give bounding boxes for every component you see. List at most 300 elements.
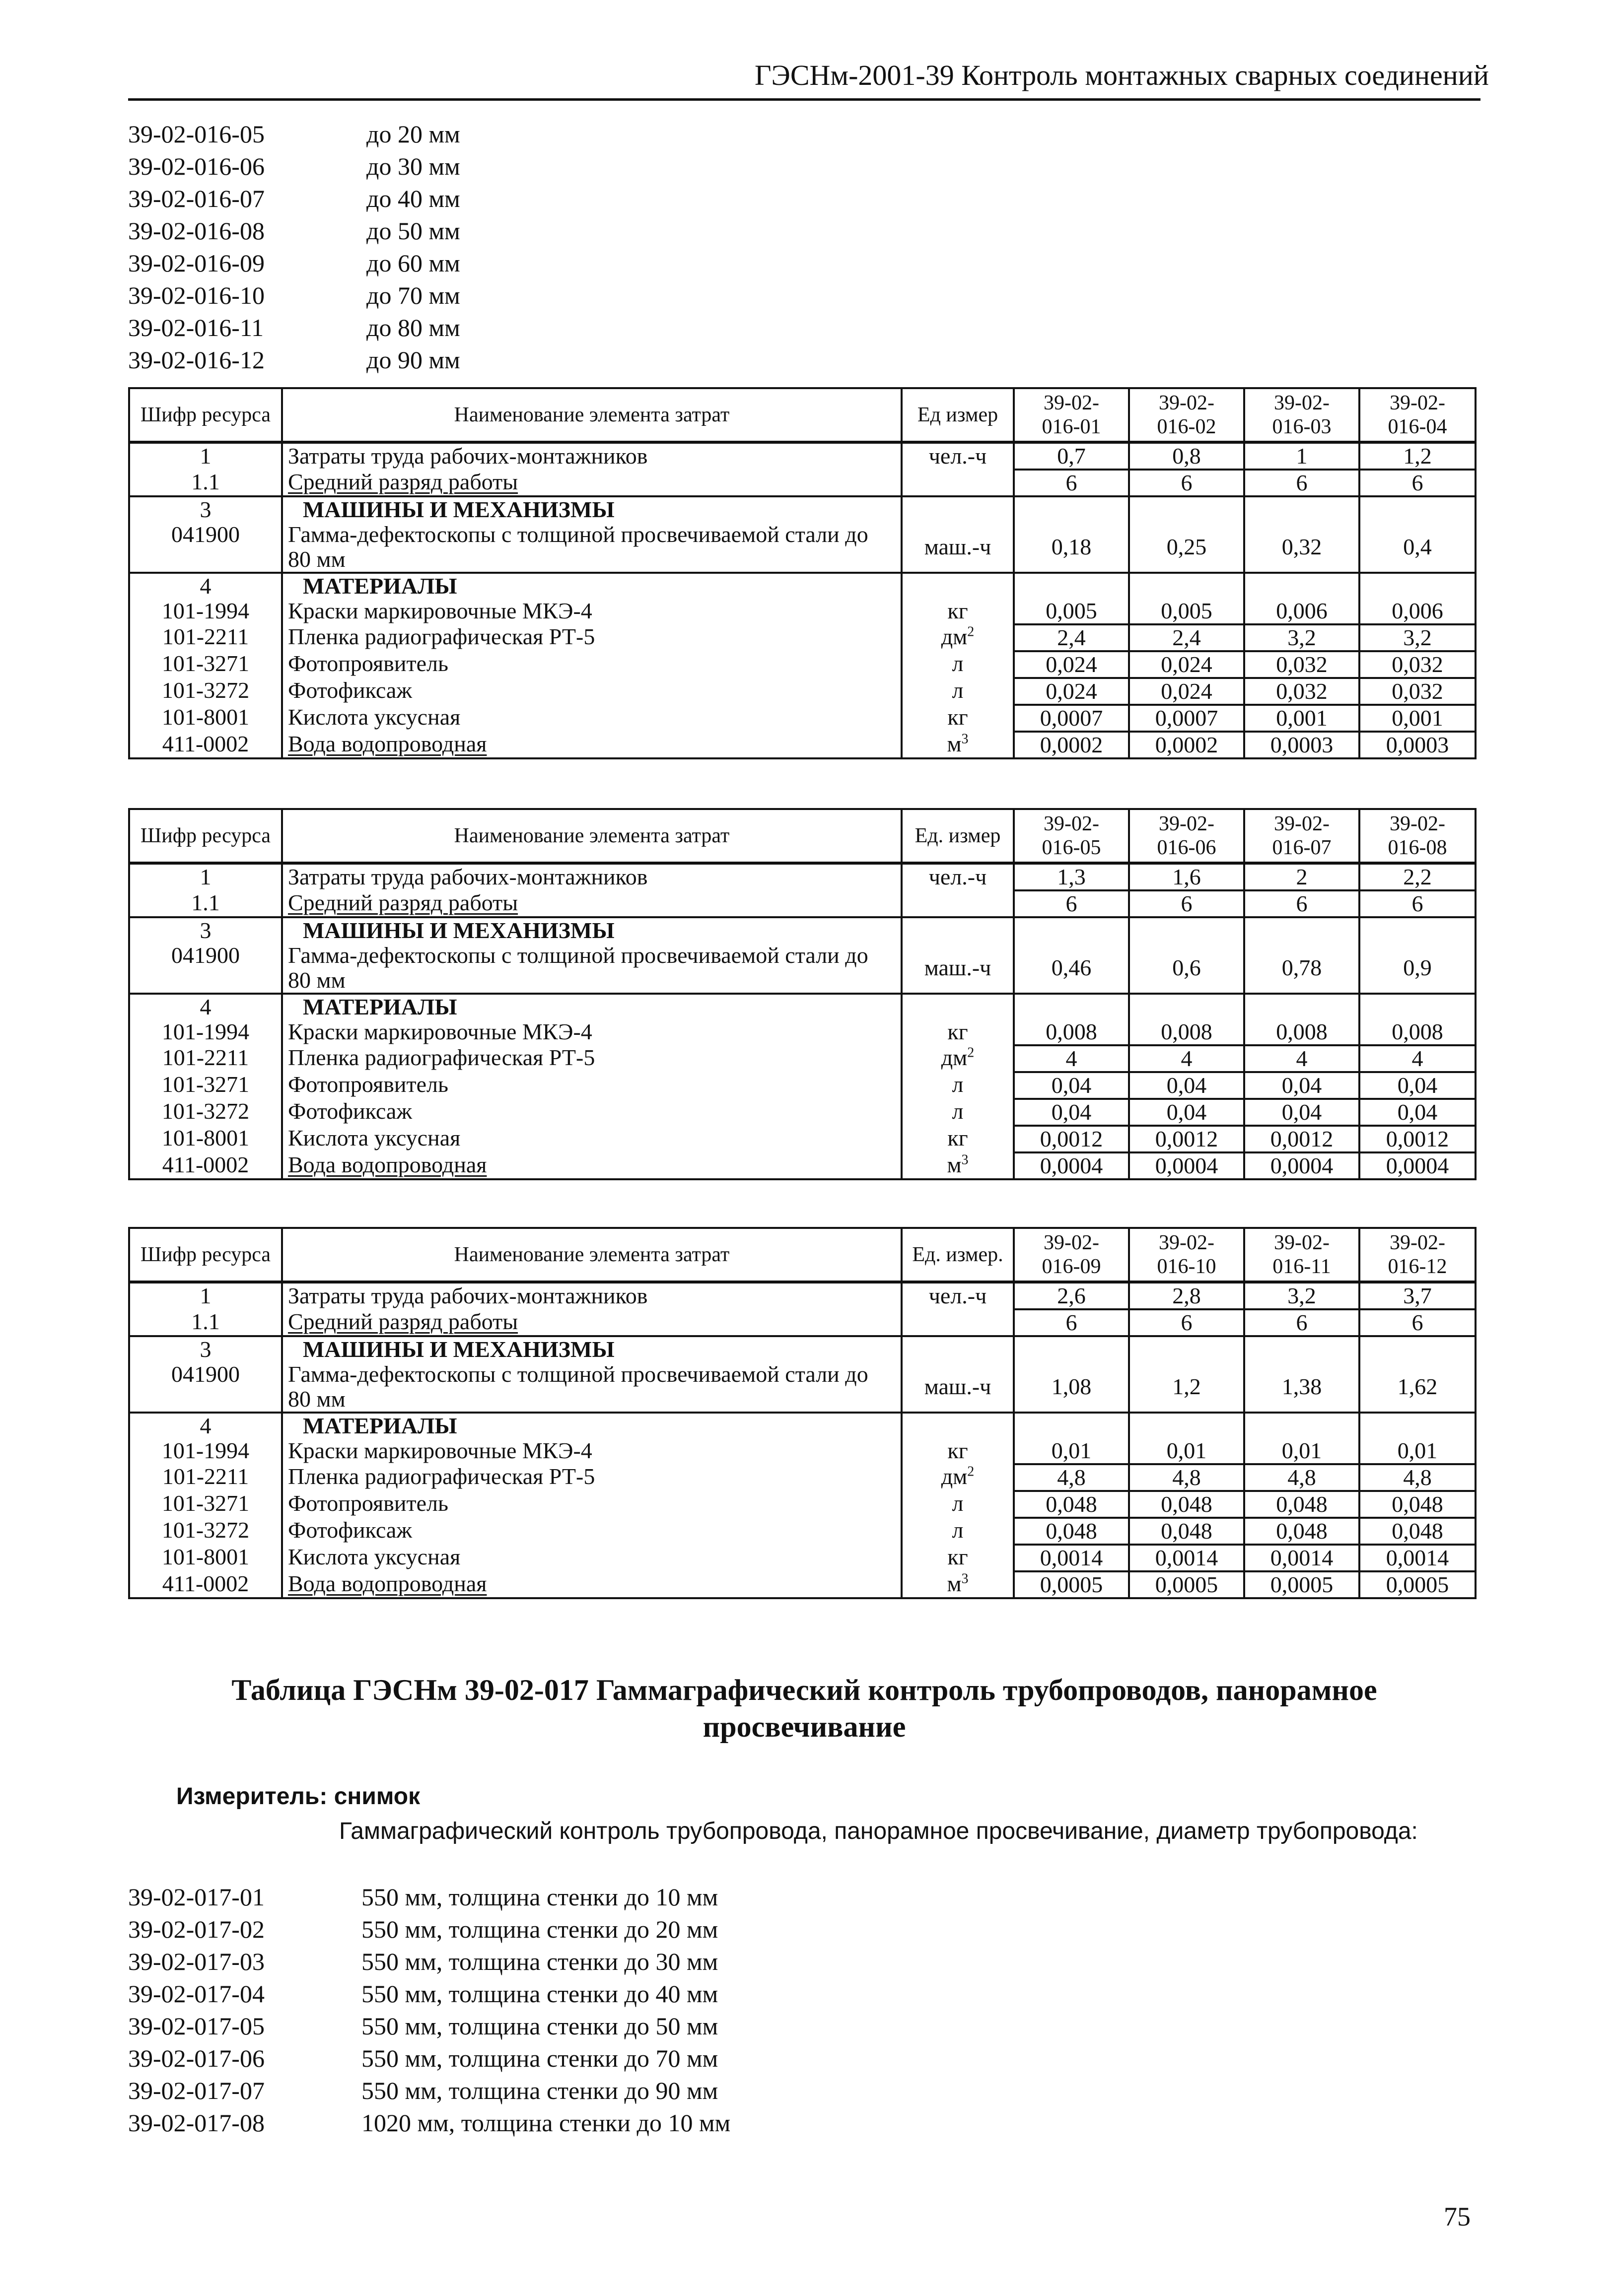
row-value: 6 [1014, 890, 1129, 917]
row-code: 101-8001 [129, 1545, 282, 1571]
row-code: 1 [129, 1282, 282, 1309]
row-name: Пленка радиографическая РТ-5 [282, 1045, 902, 1072]
item-description: 550 мм, толщина стенки до 50 мм [361, 2012, 718, 2040]
item-code: 39-02-017-03 [128, 1948, 265, 1975]
row-value: 6 [1359, 1309, 1476, 1336]
row-unit [902, 522, 1014, 573]
table-row [129, 1464, 1476, 1491]
row-value [1359, 917, 1476, 943]
unit-text: чел.-ч [928, 1283, 987, 1308]
row-value [1244, 496, 1359, 522]
item-description: 550 мм, толщина стенки до 10 мм [361, 1883, 718, 1911]
header-norm-code: 39-02- 016-09 [1014, 1228, 1129, 1282]
row-code: 411-0002 [129, 732, 282, 758]
row-value [1244, 994, 1359, 1019]
row-code: 4 [129, 1413, 282, 1438]
row-value [1244, 917, 1359, 943]
row-unit [902, 705, 1014, 732]
row-value: 0,001 [1244, 705, 1359, 732]
row-value: 1,6 [1129, 863, 1244, 890]
row-name: Краски маркировочные МКЭ-4 [282, 599, 902, 624]
row-value: 6 [1129, 890, 1244, 917]
row-code: 041900 [129, 943, 282, 994]
unit-text: л [952, 1098, 964, 1124]
row-value: 0,006 [1359, 599, 1476, 624]
row-value [1359, 573, 1476, 599]
row-value: 0,008 [1244, 1019, 1359, 1045]
row-value: 0,0014 [1129, 1545, 1244, 1571]
row-value: 2,4 [1014, 624, 1129, 651]
row-value [1014, 496, 1129, 522]
row-value: 0,0004 [1129, 1152, 1244, 1179]
row-value: 3,7 [1359, 1282, 1476, 1309]
unit-text: л [952, 651, 964, 676]
row-value [1014, 573, 1129, 599]
row-unit [902, 1491, 1014, 1518]
row-value: 0,04 [1014, 1099, 1129, 1126]
row-name: МАШИНЫ И МЕХАНИЗМЫ [282, 917, 902, 943]
table-row [129, 1099, 1476, 1126]
row-name: Средний разряд работы [282, 890, 902, 917]
row-value: 0,9 [1359, 943, 1476, 994]
unit-text: л [952, 1072, 964, 1097]
table-row [129, 705, 1476, 732]
row-unit [902, 1362, 1014, 1413]
unit-power: 2 [967, 1045, 975, 1061]
row-name: Затраты труда рабочих-монтажников [282, 1282, 902, 1309]
table-row [129, 496, 1476, 522]
row-value: 0,0005 [1359, 1571, 1476, 1598]
item-description: 550 мм, толщина стенки до 30 мм [361, 1948, 718, 1975]
item-description: до 90 мм [366, 346, 460, 374]
row-value: 1 [1244, 442, 1359, 470]
row-unit [902, 1571, 1014, 1598]
resource-table-1 [128, 387, 1477, 759]
item-code: 39-02-017-02 [128, 1915, 265, 1943]
row-value: 0,006 [1244, 599, 1359, 624]
table-row [129, 599, 1476, 624]
row-unit [902, 732, 1014, 758]
table-row [129, 1309, 1476, 1336]
row-unit [902, 496, 1014, 522]
unit-text: кг [947, 598, 968, 623]
row-value: 0,0002 [1129, 732, 1244, 758]
row-value: 6 [1129, 1309, 1244, 1336]
row-value [1359, 496, 1476, 522]
row-unit [902, 943, 1014, 994]
row-value: 0,048 [1014, 1491, 1129, 1518]
unit-text: маш.-ч [924, 1374, 991, 1399]
row-value: 1,3 [1014, 863, 1129, 890]
row-name: МАШИНЫ И МЕХАНИЗМЫ [282, 1336, 902, 1362]
resource-table-2 [128, 808, 1477, 1180]
row-value: 0,32 [1244, 522, 1359, 573]
row-value: 0,0005 [1244, 1571, 1359, 1598]
row-name: Кислота уксусная [282, 705, 902, 732]
row-code: 1 [129, 863, 282, 890]
row-name: Кислота уксусная [282, 1545, 902, 1571]
header-name: Наименование элемента затрат [282, 809, 902, 863]
row-value [1129, 1413, 1244, 1438]
row-code: 101-3272 [129, 678, 282, 705]
row-value [1129, 994, 1244, 1019]
table-row [129, 651, 1476, 678]
row-unit [902, 678, 1014, 705]
table-row [129, 1152, 1476, 1179]
row-value: 6 [1244, 890, 1359, 917]
row-unit [902, 994, 1014, 1019]
row-code: 101-8001 [129, 705, 282, 732]
table-row [129, 890, 1476, 917]
row-unit [902, 651, 1014, 678]
row-value: 0,032 [1244, 678, 1359, 705]
row-value: 0,0003 [1359, 732, 1476, 758]
row-unit [902, 1309, 1014, 1336]
row-unit [902, 1152, 1014, 1179]
row-code: 101-3272 [129, 1518, 282, 1545]
row-value: 0,008 [1014, 1019, 1129, 1045]
row-code: 101-1994 [129, 1019, 282, 1045]
row-value [1359, 994, 1476, 1019]
item-code: 39-02-017-08 [128, 2109, 265, 2137]
unit-text: кг [947, 1125, 968, 1150]
row-value: 0,048 [1244, 1518, 1359, 1545]
row-value: 0,048 [1244, 1491, 1359, 1518]
row-value: 0,032 [1359, 678, 1476, 705]
row-code: 1 [129, 442, 282, 470]
row-value: 0,04 [1359, 1072, 1476, 1099]
row-value: 0,008 [1129, 1019, 1244, 1045]
row-name: Фотофиксаж [282, 1099, 902, 1126]
row-value: 4 [1359, 1045, 1476, 1072]
row-value: 0,0007 [1129, 705, 1244, 732]
row-name: Затраты труда рабочих-монтажников [282, 442, 902, 470]
header-norm-code: 39-02- 016-05 [1014, 809, 1129, 863]
row-value: 3,2 [1359, 624, 1476, 651]
unit-power: 3 [961, 1152, 969, 1168]
table-row [129, 470, 1476, 496]
row-name: Затраты труда рабочих-монтажников [282, 863, 902, 890]
row-value: 0,01 [1244, 1438, 1359, 1464]
header-norm-code: 39-02- 016-07 [1244, 809, 1359, 863]
row-name: Вода водопроводная [282, 732, 902, 758]
unit-text: л [952, 1517, 964, 1543]
row-value [1014, 1336, 1129, 1362]
header-code: Шифр ресурса [129, 1228, 282, 1282]
row-code: 3 [129, 917, 282, 943]
table-row [129, 1413, 1476, 1438]
item-description: до 30 мм [366, 152, 460, 180]
row-name: МАШИНЫ И МЕХАНИЗМЫ [282, 496, 902, 522]
row-value: 4 [1014, 1045, 1129, 1072]
item-code: 39-02-016-12 [128, 346, 265, 374]
header-norm-code: 39-02- 016-10 [1129, 1228, 1244, 1282]
row-value: 2,8 [1129, 1282, 1244, 1309]
table-header-row [129, 1228, 1476, 1282]
table-row [129, 1571, 1476, 1598]
row-value: 0,001 [1359, 705, 1476, 732]
table-row [129, 1362, 1476, 1413]
header-norm-code: 39-02- 016-02 [1129, 388, 1244, 442]
row-value: 6 [1129, 470, 1244, 496]
table-header-row [129, 809, 1476, 863]
row-name: Пленка радиографическая РТ-5 [282, 624, 902, 651]
row-name: Фотофиксаж [282, 1518, 902, 1545]
row-unit [902, 1413, 1014, 1438]
item-code: 39-02-016-07 [128, 185, 265, 212]
row-code: 101-1994 [129, 599, 282, 624]
row-value: 0,0003 [1244, 732, 1359, 758]
row-value: 0,04 [1244, 1099, 1359, 1126]
row-code: 101-3272 [129, 1099, 282, 1126]
item-code: 39-02-016-11 [128, 314, 264, 341]
row-unit [902, 573, 1014, 599]
row-value: 6 [1244, 470, 1359, 496]
row-value: 0,04 [1129, 1099, 1244, 1126]
table-row [129, 1438, 1476, 1464]
table-row [129, 1072, 1476, 1099]
row-value [1014, 994, 1129, 1019]
row-name: Краски маркировочные МКЭ-4 [282, 1438, 902, 1464]
row-value: 0,01 [1129, 1438, 1244, 1464]
item-code: 39-02-017-06 [128, 2044, 265, 2072]
row-name: МАТЕРИАЛЫ [282, 994, 902, 1019]
row-name: Фотопроявитель [282, 1072, 902, 1099]
unit-text: маш.-ч [924, 534, 991, 559]
unit-text: м [947, 1571, 962, 1596]
header-norm-code: 39-02- 016-01 [1014, 388, 1129, 442]
row-name: Фотофиксаж [282, 678, 902, 705]
unit-power: 3 [961, 1571, 969, 1587]
item-description: до 60 мм [366, 249, 460, 277]
row-value: 0,0014 [1014, 1545, 1129, 1571]
item-description: до 20 мм [366, 120, 460, 148]
header-code: Шифр ресурса [129, 809, 282, 863]
row-code: 041900 [129, 522, 282, 573]
row-value [1244, 1336, 1359, 1362]
row-unit [902, 1518, 1014, 1545]
item-code: 39-02-017-01 [128, 1883, 265, 1911]
row-value: 0,008 [1359, 1019, 1476, 1045]
row-value: 4,8 [1014, 1464, 1129, 1491]
table-row [129, 917, 1476, 943]
table-row [129, 994, 1476, 1019]
row-unit [902, 890, 1014, 917]
row-code: 411-0002 [129, 1152, 282, 1179]
measure-unit: Измеритель: снимок [176, 1783, 421, 1810]
row-value: 6 [1359, 470, 1476, 496]
row-code: 101-8001 [129, 1126, 282, 1152]
item-description: до 80 мм [366, 314, 460, 341]
resource-table-3 [128, 1227, 1477, 1599]
item-description: до 50 мм [366, 217, 460, 245]
row-value: 1,38 [1244, 1362, 1359, 1413]
row-value: 0,78 [1244, 943, 1359, 994]
row-value: 0,024 [1129, 678, 1244, 705]
row-value: 0,04 [1359, 1099, 1476, 1126]
item-description: 550 мм, толщина стенки до 20 мм [361, 1915, 718, 1943]
row-value: 0,04 [1129, 1072, 1244, 1099]
row-value: 0,0012 [1359, 1126, 1476, 1152]
table-row [129, 522, 1476, 573]
row-code: 1.1 [129, 470, 282, 496]
row-unit [902, 442, 1014, 470]
table-row [129, 1336, 1476, 1362]
item-code: 39-02-016-10 [128, 281, 265, 309]
item-code: 39-02-016-09 [128, 249, 265, 277]
row-name: Средний разряд работы [282, 470, 902, 496]
section-title: Таблица ГЭСНм 39-02-017 Гаммаграфический контроль трубопроводов, панорамное просвечивание [231, 1674, 1377, 1743]
row-value [1014, 917, 1129, 943]
item-code: 39-02-016-05 [128, 120, 265, 148]
row-value [1244, 1413, 1359, 1438]
header-unit: Ед. измер. [902, 1228, 1014, 1282]
header-unit: Ед измер [902, 388, 1014, 442]
item-code: 39-02-016-06 [128, 152, 265, 180]
row-value: 0,024 [1129, 651, 1244, 678]
header-name: Наименование элемента затрат [282, 388, 902, 442]
row-value: 0,0007 [1014, 705, 1129, 732]
row-code: 101-1994 [129, 1438, 282, 1464]
table-row [129, 678, 1476, 705]
row-value: 0,0004 [1359, 1152, 1476, 1179]
row-value: 0,048 [1129, 1518, 1244, 1545]
row-value: 6 [1244, 1309, 1359, 1336]
row-value: 0,0005 [1129, 1571, 1244, 1598]
row-value: 0,0014 [1244, 1545, 1359, 1571]
row-value: 0,0002 [1014, 732, 1129, 758]
row-value: 0,005 [1129, 599, 1244, 624]
row-value [1359, 1413, 1476, 1438]
unit-text: кг [947, 1438, 968, 1463]
header-norm-code: 39-02- 016-04 [1359, 388, 1476, 442]
row-unit [902, 470, 1014, 496]
table-header-row [129, 388, 1476, 442]
header-norm-code: 39-02- 016-08 [1359, 809, 1476, 863]
row-name: Краски маркировочные МКЭ-4 [282, 1019, 902, 1045]
unit-text: м [947, 1152, 962, 1177]
table-row [129, 732, 1476, 758]
table-row [129, 1126, 1476, 1152]
row-value: 4,8 [1244, 1464, 1359, 1491]
unit-power: 2 [967, 1464, 975, 1480]
row-unit [902, 1545, 1014, 1571]
row-name: Фотопроявитель [282, 651, 902, 678]
table-row [129, 442, 1476, 470]
row-value: 0,46 [1014, 943, 1129, 994]
row-value: 6 [1359, 890, 1476, 917]
row-value: 0,4 [1359, 522, 1476, 573]
unit-power: 2 [967, 624, 975, 640]
row-value: 0,25 [1129, 522, 1244, 573]
row-value: 2,4 [1129, 624, 1244, 651]
row-value: 1,08 [1014, 1362, 1129, 1413]
row-unit [902, 863, 1014, 890]
header-rule [128, 98, 1480, 101]
row-value: 0,04 [1244, 1072, 1359, 1099]
unit-text: кг [947, 704, 968, 730]
row-name: Гамма-дефектоскопы с толщиной просвечиваемой стали до 80 мм [282, 522, 902, 573]
row-code: 101-3271 [129, 1491, 282, 1518]
row-unit [902, 1438, 1014, 1464]
row-value: 2,6 [1014, 1282, 1129, 1309]
unit-text: кг [947, 1019, 968, 1044]
row-value: 0,01 [1359, 1438, 1476, 1464]
header-unit: Ед. измер [902, 809, 1014, 863]
row-code: 101-3271 [129, 651, 282, 678]
table-row [129, 1491, 1476, 1518]
row-value: 4 [1244, 1045, 1359, 1072]
row-unit [902, 599, 1014, 624]
row-value: 0,048 [1359, 1491, 1476, 1518]
row-value: 0,024 [1014, 678, 1129, 705]
row-value: 0,6 [1129, 943, 1244, 994]
row-value: 0,0004 [1244, 1152, 1359, 1179]
unit-text: маш.-ч [924, 955, 991, 980]
row-unit [902, 917, 1014, 943]
table-row [129, 1545, 1476, 1571]
item-description: 550 мм, толщина стенки до 70 мм [361, 2044, 718, 2072]
unit-text: м [947, 731, 962, 756]
header-name: Наименование элемента затрат [282, 1228, 902, 1282]
row-value: 0,032 [1359, 651, 1476, 678]
item-description: 550 мм, толщина стенки до 40 мм [361, 1980, 718, 2008]
header-norm-code: 39-02- 016-06 [1129, 809, 1244, 863]
unit-text: л [952, 1490, 964, 1516]
row-value [1359, 1336, 1476, 1362]
row-unit [902, 624, 1014, 651]
row-value: 4 [1129, 1045, 1244, 1072]
row-value: 6 [1014, 1309, 1129, 1336]
row-value: 0,18 [1014, 522, 1129, 573]
row-name: Вода водопроводная [282, 1571, 902, 1598]
unit-text: чел.-ч [928, 864, 987, 889]
row-value: 0,048 [1359, 1518, 1476, 1545]
row-code: 3 [129, 496, 282, 522]
work-description: Гаммаграфический контроль трубопровода, панорамное просвечивание, диаметр трубопровода: [339, 1818, 1418, 1844]
table-row [129, 1045, 1476, 1072]
row-value: 0,0005 [1014, 1571, 1129, 1598]
row-value: 4,8 [1129, 1464, 1244, 1491]
row-value [1129, 496, 1244, 522]
row-unit [902, 1464, 1014, 1491]
row-code: 101-3271 [129, 1072, 282, 1099]
row-code: 4 [129, 573, 282, 599]
table-row [129, 1518, 1476, 1545]
table-row [129, 573, 1476, 599]
unit-text: дм [941, 1045, 968, 1070]
row-name: МАТЕРИАЛЫ [282, 1413, 902, 1438]
row-value: 0,7 [1014, 442, 1129, 470]
row-unit [902, 1045, 1014, 1072]
table-row [129, 943, 1476, 994]
item-description: до 70 мм [366, 281, 460, 309]
row-unit [902, 1072, 1014, 1099]
header-norm-code: 39-02- 016-12 [1359, 1228, 1476, 1282]
unit-text: дм [941, 1464, 968, 1489]
table-row [129, 1019, 1476, 1045]
row-unit [902, 1336, 1014, 1362]
row-value: 0,0014 [1359, 1545, 1476, 1571]
row-code: 4 [129, 994, 282, 1019]
header-norm-code: 39-02- 016-11 [1244, 1228, 1359, 1282]
row-value: 3,2 [1244, 1282, 1359, 1309]
row-value [1129, 573, 1244, 599]
row-name: Средний разряд работы [282, 1309, 902, 1336]
row-name: Кислота уксусная [282, 1126, 902, 1152]
row-value: 0,048 [1129, 1491, 1244, 1518]
item-description: 1020 мм, толщина стенки до 10 мм [361, 2109, 731, 2137]
